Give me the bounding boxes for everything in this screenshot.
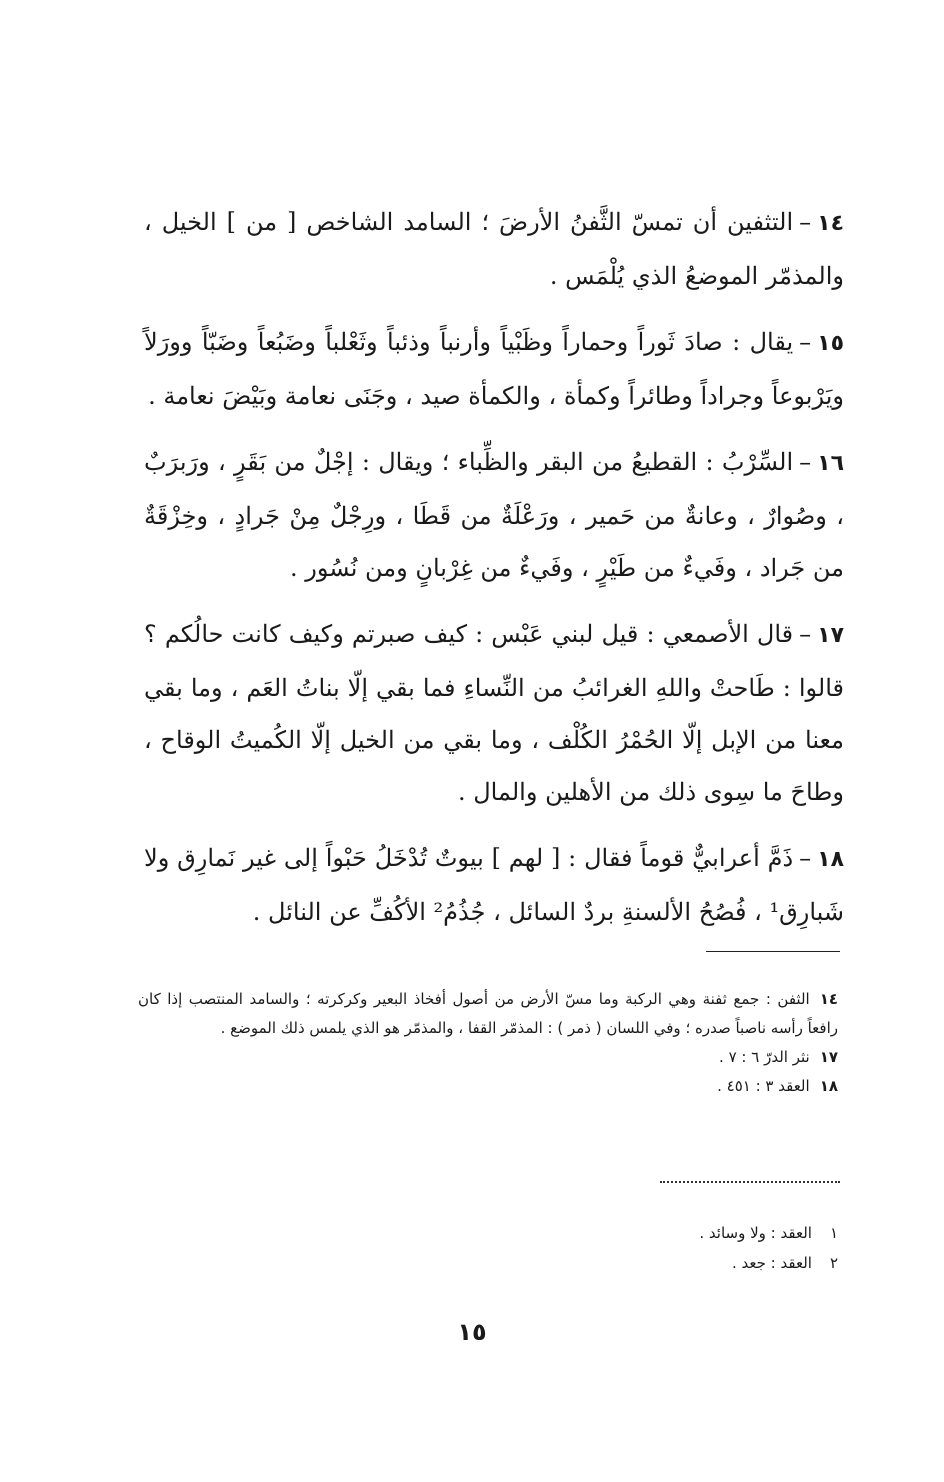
dash-separator: –	[799, 844, 812, 872]
paragraph-text: يقال : صادَ ثَوراً وحماراً وظَبْياً وأرنباً وذئباً وثَعْلباً وضَبُعاً وضَبّاً وورَلاً ويَرْبوعاً وجراداً وطائراً وكمأة ، والكمأة صيد ، وجَنَى نعامة وبَيْضَ نعامة .	[144, 328, 844, 410]
variant-number: ٢	[829, 1254, 838, 1272]
dash-separator: –	[799, 448, 812, 476]
footnote-number: ١٧	[819, 1048, 838, 1066]
paragraph-text: ذَمَّ أعرابيٌّ قوماً فقال : [ لهم ] بيوتٌ تُدْخَلُ حَبْواً إلى غير نَمارِق ولا شَبارِق¹ ، فُصُحُ الألسنةِ بردٌ السائل ، جُذُمُ² الأكُفِّ عن النائل .	[144, 844, 844, 926]
paragraph-number: ١٥	[817, 331, 845, 356]
paragraph-15	[144, 316, 844, 422]
footnote-text: العقد ٣ : ٤٥١ .	[717, 1077, 810, 1095]
paragraph-text: السِّرْبُ : القطيعُ من البقر والظِّباء ؛ ويقال : إجْلٌ من بَقَرٍ ، ورَبرَبٌ ، وصُوارٌ ، وعانةٌ من حَمير ، ورَعْلَةٌ من قَطَا ، ورِجْلٌ مِنْ جَرادٍ ، وخِزْقَةٌ من جَراد ، وفَيءٌ من طَيْرٍ ، وفَيءٌ من غِرْبانٍ ومن نُسُور .	[144, 448, 845, 582]
variant-text: العقد : جعد .	[731, 1254, 812, 1272]
footnote-number: ١٨	[819, 1077, 838, 1095]
footnotes	[138, 985, 838, 1101]
footnote-14	[138, 985, 838, 1043]
footnote-divider	[706, 951, 840, 952]
variant-2	[438, 1248, 838, 1278]
variant-text: العقد : ولا وسائد .	[699, 1224, 812, 1242]
main-text	[144, 196, 844, 952]
footnote-18	[138, 1072, 838, 1101]
page-number: ١٥	[457, 1318, 487, 1346]
paragraph-number: ١٦	[817, 451, 844, 476]
dash-separator: –	[799, 208, 812, 236]
paragraph-text: التثفين أن تمسّ الثَّفنُ الأرضَ ؛ السامد الشاخص [ من ] الخيل ، والمذمّر الموضعُ الذي يُلْمَس .	[144, 208, 844, 290]
footnote-text: الثفن : جمع ثفنة وهي الركبة وما مسّ الأرض من أصول أفخاذ البعير وكركرته ؛ والسامد المنتصب إذا كان رافعاً رأسه ناصباً صدره ؛ وفي اللسان ( ذمر ) : المذمّر القفا ، والمذمّر هو الذي يلمس ذلك الموضع .	[138, 990, 838, 1037]
paragraph-14	[144, 196, 844, 302]
footnote-17	[138, 1043, 838, 1072]
dash-separator: –	[799, 620, 812, 648]
variant-number: ١	[829, 1224, 838, 1242]
footnote-number: ١٤	[819, 990, 838, 1008]
variants-divider	[660, 1181, 840, 1183]
paragraph-16	[144, 436, 844, 594]
paragraph-number: ١٤	[817, 211, 844, 236]
paragraph-number: ١٧	[817, 623, 844, 648]
paragraph-text: قال الأصمعي : قيل لبني عَبْس : كيف صبرتم وكيف كانت حالُكم ؟ قالوا : طَاحتْ واللهِ الغرائبُ من النِّساءِ فما بقي إلّا بناتُ العَم ، وما بقي معنا من الإبل إلّا الحُمْرُ الكُلْف ، وما بقي من الخيل إلّا الكُميتُ الوقاح ، وطاحَ ما سِوى ذلك من الأهلين والمال .	[144, 620, 844, 806]
paragraph-17	[144, 608, 844, 818]
footnote-text: نثر الدرّ ٦ : ٧ .	[719, 1048, 810, 1066]
paragraph-18	[144, 832, 844, 938]
variant-1	[438, 1218, 838, 1248]
variant-readings	[438, 1218, 838, 1278]
paragraph-number: ١٨	[817, 847, 844, 872]
dash-separator: –	[799, 328, 812, 356]
